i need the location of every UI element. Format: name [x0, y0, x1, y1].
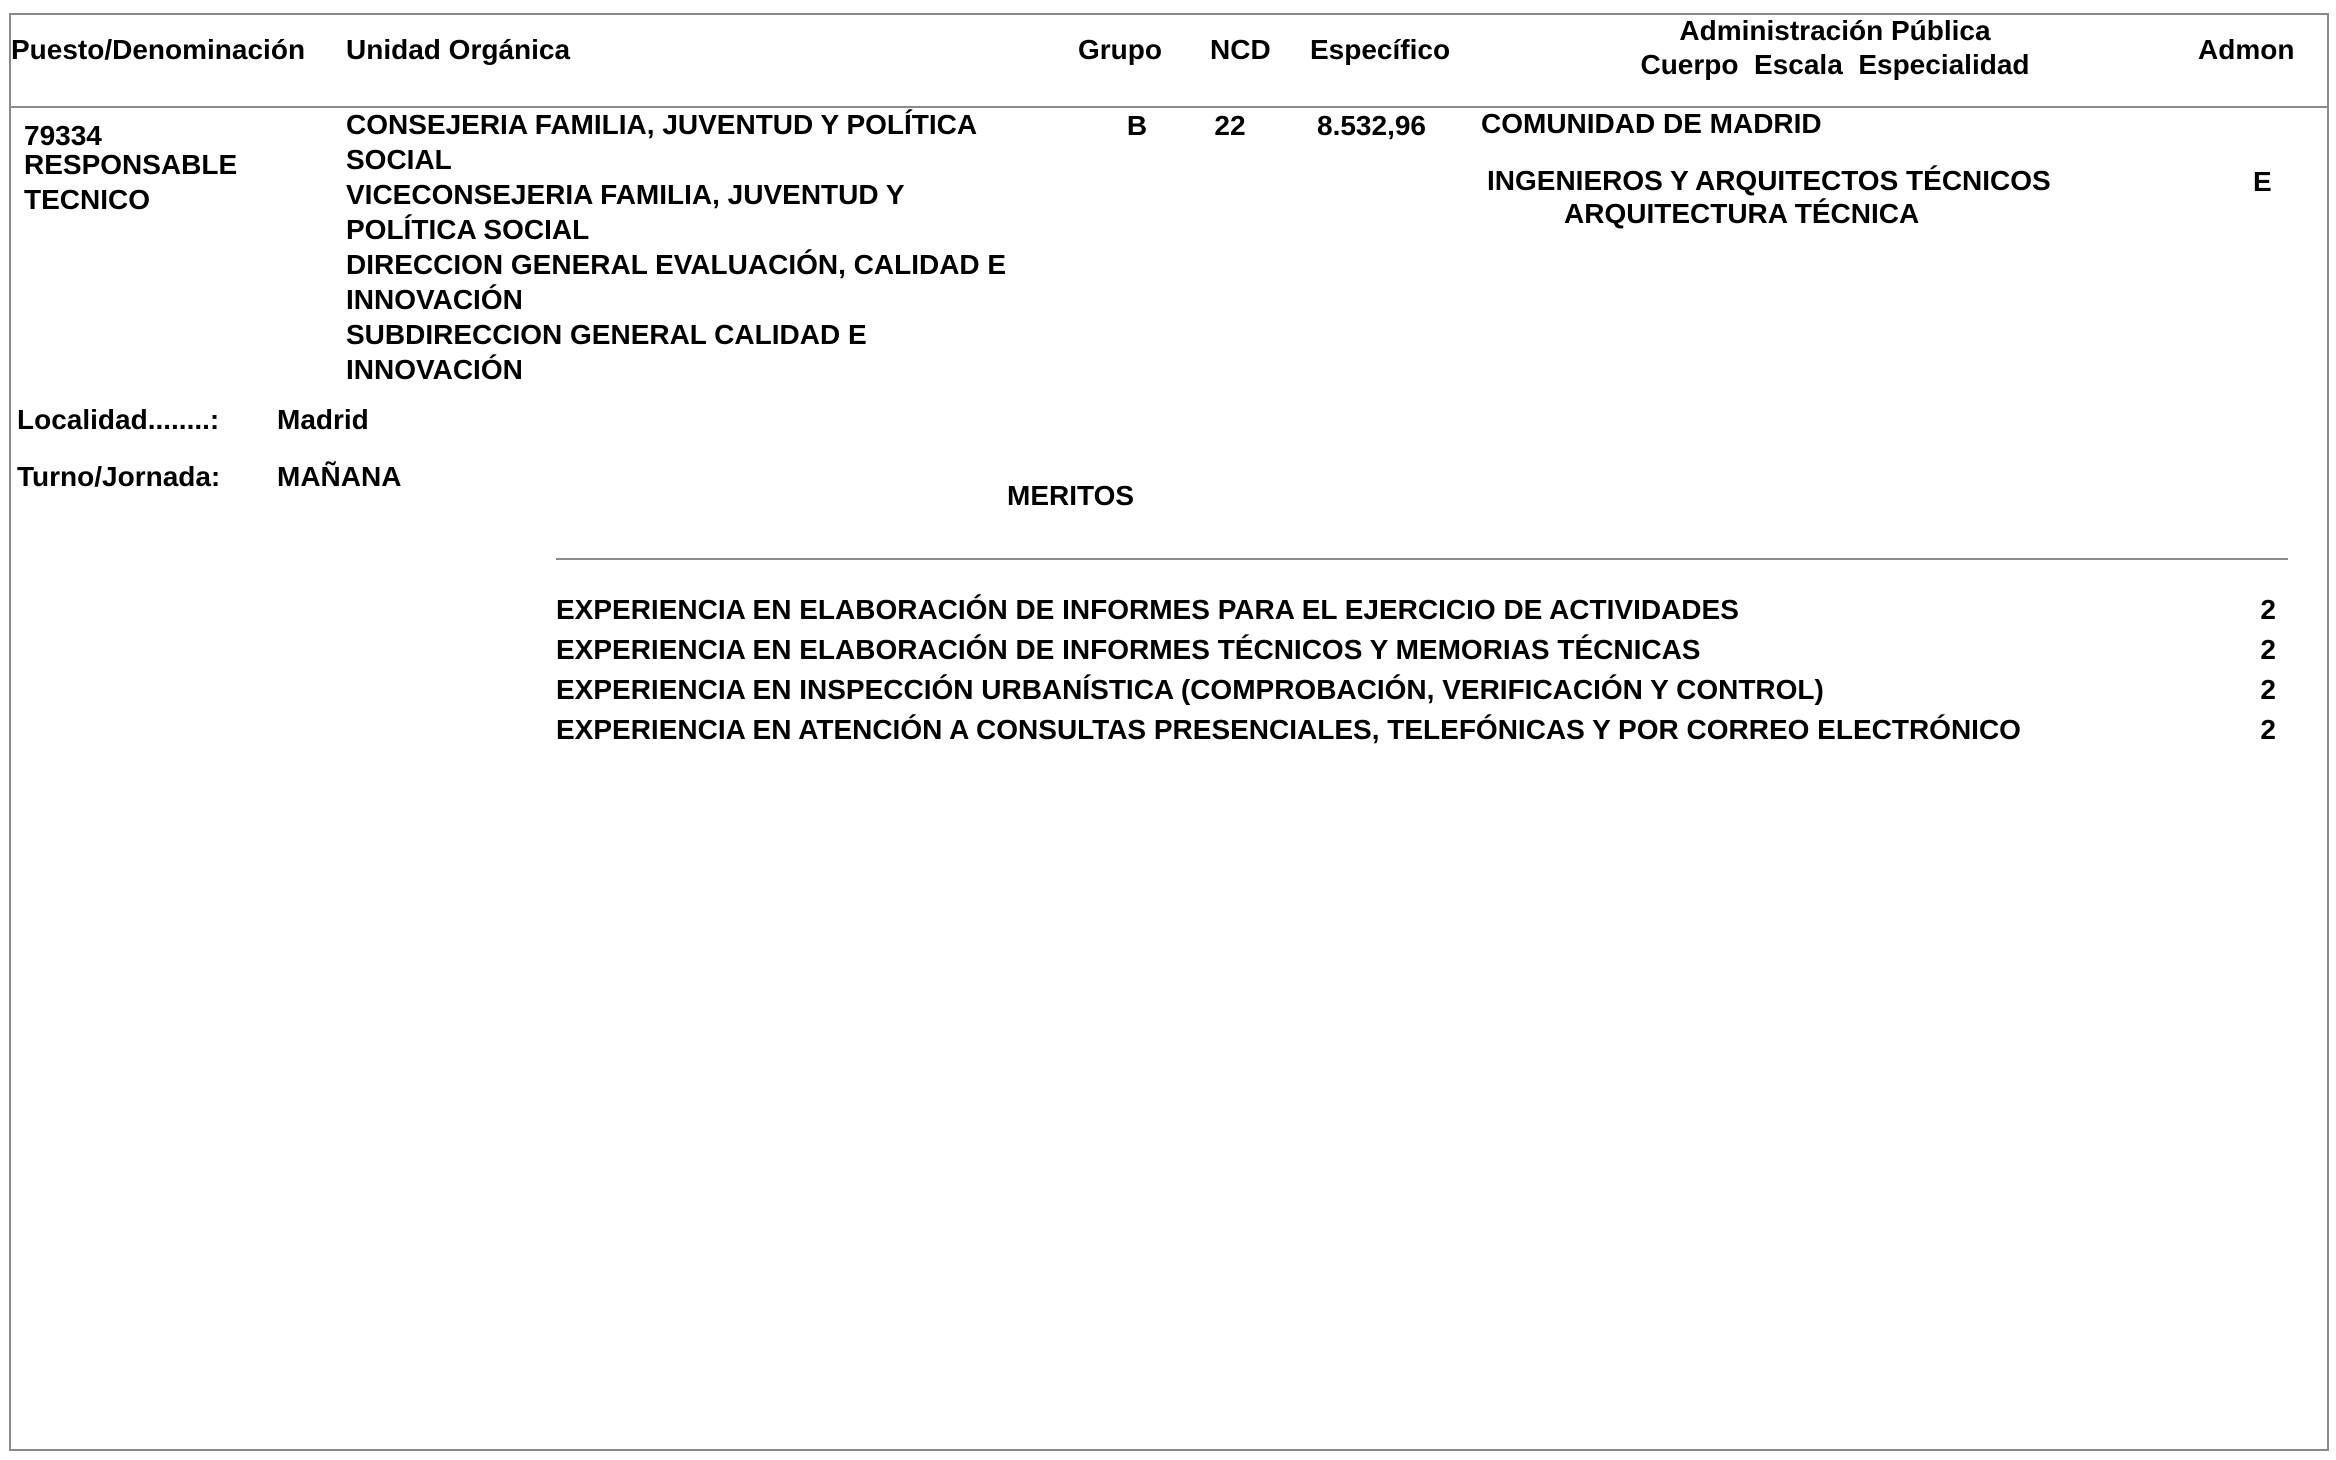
merito-row	[556, 710, 2276, 750]
turno-value: MAÑANA	[277, 461, 402, 492]
ncd-value: 22	[1214, 110, 1246, 141]
localidad-label: Localidad........:	[17, 404, 220, 435]
turno-label: Turno/Jornada:	[17, 461, 221, 492]
unidad-line: DIRECCION GENERAL EVALUACIÓN, CALIDAD E	[346, 249, 1007, 280]
unidad-line: POLÍTICA SOCIAL	[346, 214, 590, 245]
grupo-value: B	[1126, 110, 1148, 141]
merito-points: 2	[2260, 634, 2276, 665]
administracion-value: COMUNIDAD DE MADRID	[1481, 108, 1822, 139]
merito-points: 2	[2260, 674, 2276, 705]
cuerpo-value: INGENIEROS Y ARQUITECTOS TÉCNICOS	[1487, 165, 2051, 196]
merito-points: 2	[2260, 594, 2276, 625]
header-especifico: Específico	[1310, 34, 1451, 65]
header-ncd: NCD	[1210, 34, 1271, 65]
header-unidad-organica: Unidad Orgánica	[346, 34, 571, 65]
puesto-cell	[24, 118, 237, 217]
especialidad-value: ARQUITECTURA TÉCNICA	[1564, 198, 1920, 229]
header-administracion-publica: Administración Pública	[1679, 15, 1991, 46]
merito-row	[556, 630, 2276, 670]
merito-description: EXPERIENCIA EN ATENCIÓN A CONSULTAS PRESENCIALES, TELEFÓNICAS Y POR CORREO ELECTRÓNICO	[556, 714, 2021, 745]
unidad-organica-cell	[346, 107, 1006, 387]
unidad-line: SUBDIRECCION GENERAL CALIDAD E	[346, 319, 867, 350]
unidad-line: INNOVACIÓN	[346, 354, 523, 385]
merito-description: EXPERIENCIA EN ELABORACIÓN DE INFORMES TÉCNICOS Y MEMORIAS TÉCNICAS	[556, 634, 1701, 665]
admon-value: E	[2253, 166, 2272, 197]
header-cuerpo-escala-especialidad: Cuerpo Escala Especialidad	[1640, 49, 2030, 80]
merito-row	[556, 590, 2276, 630]
merito-row	[556, 670, 2276, 710]
especifico-value: 8.532,96	[1317, 110, 1426, 141]
merito-description: EXPERIENCIA EN INSPECCIÓN URBANÍSTICA (COMPROBACIÓN, VERIFICACIÓN Y CONTROL)	[556, 674, 1824, 705]
merito-description: EXPERIENCIA EN ELABORACIÓN DE INFORMES PARA EL EJERCICIO DE ACTIVIDADES	[556, 594, 1739, 625]
unidad-line: VICECONSEJERIA FAMILIA, JUVENTUD Y	[346, 179, 905, 210]
meritos-list	[556, 590, 2276, 750]
unidad-line: INNOVACIÓN	[346, 284, 523, 315]
puesto-codigo: 79334	[24, 120, 102, 151]
header-admon: Admon	[2198, 34, 2295, 65]
puesto-denominacion-line: RESPONSABLE	[24, 149, 238, 180]
unidad-line: SOCIAL	[346, 144, 452, 175]
puesto-denominacion-line: TECNICO	[24, 184, 150, 215]
header-puesto: Puesto/Denominación	[11, 34, 306, 65]
unidad-line: CONSEJERIA FAMILIA, JUVENTUD Y POLÍTICA	[346, 109, 978, 140]
merito-points: 2	[2260, 714, 2276, 745]
meritos-divider	[556, 558, 2288, 560]
localidad-value: Madrid	[277, 404, 369, 435]
header-grupo: Grupo	[1078, 34, 1162, 65]
meritos-title: MERITOS	[1007, 480, 1135, 511]
